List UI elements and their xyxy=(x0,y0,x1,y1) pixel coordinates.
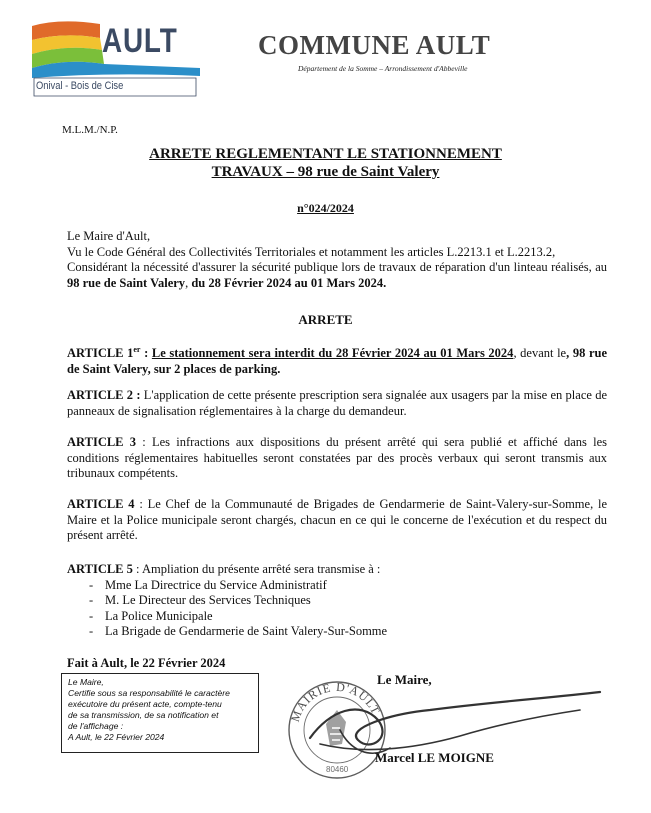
recipient-item: - La Brigade de Gendarmerie de Saint Valery-Sur-Somme xyxy=(67,624,607,640)
article-2 xyxy=(67,388,607,419)
article-label: ARTICLE 3 xyxy=(67,435,137,449)
article-2-text: L'application de cette présente prescription sera signalée aux usagers par la mise en place de panneaux de signalisation réglementaires à la charge du demandeur. xyxy=(67,388,608,418)
reference-code: M.L.M./N.P. xyxy=(62,124,118,136)
recipient-item: - La Police Municipale xyxy=(67,609,607,625)
article-1-underlined: Le stationnement sera interdit du 28 Février 2024 au 01 Mars 2024 xyxy=(151,346,514,361)
preamble-considerant xyxy=(67,260,607,291)
recipient-item: - Mme La Directrice du Service Administratif xyxy=(67,578,607,594)
preamble-text: Considérant la nécessité d'assurer la sécurité publique lors de travaux de réparation d'un linteau réalisés, au xyxy=(67,260,607,274)
document-title-line2: TRAVAUX – 98 rue de Saint Valery xyxy=(211,164,440,180)
preamble-text: , xyxy=(185,275,192,290)
mayor-name: Marcel LE MOIGNE xyxy=(375,750,494,765)
commune-title: COMMUNE AULT xyxy=(258,30,491,60)
preamble xyxy=(67,229,607,291)
svg-text:80460: 80460 xyxy=(326,765,349,774)
recipient-item: - M. Le Directeur des Services Techniques xyxy=(67,593,607,609)
certification-box xyxy=(61,673,259,753)
certification-line: exécutoire du présent acte, compte-tenu xyxy=(68,699,222,709)
preamble-address: 98 rue de Saint Valery xyxy=(67,275,186,290)
article-3-text: : Les infractions aux dispositions du présent arrêté qui sera publié et affiché dans les conditions réglementaires habituelles seront constatées par des procès verbaux qui seront transmis aux tribunaux compétents. xyxy=(67,435,607,480)
article-label: ARTICLE 2 : xyxy=(67,388,141,402)
article-1 xyxy=(67,342,607,377)
preamble-line: Le Maire d'Ault, xyxy=(67,229,151,243)
article-5-text: : Ampliation du présente arrêté sera transmise à : xyxy=(132,562,381,576)
logo-subtitle: Onival - Bois de Cise xyxy=(36,80,124,92)
certification-line: Certifie sous sa responsabilité le caractère xyxy=(68,688,230,698)
preamble-line: Vu le Code Général des Collectivités Territoriales et notamment les articles L.2213.1 et L.2213.2, xyxy=(67,244,556,259)
article-label: ARTICLE 5 xyxy=(67,562,133,576)
arrete-heading: ARRETE xyxy=(298,312,353,327)
article-1-location: , 98 rue de Saint Valery, sur 2 places de parking. xyxy=(67,346,607,376)
recipient-list xyxy=(67,578,607,640)
svg-text:MAIRIE D'AULT: MAIRIE D'AULT xyxy=(287,679,384,724)
article-4-text: : Le Chef de la Communauté de Brigades de Gendarmerie de Saint-Valery-sur-Somme, le Maire et la Police municipale seront chargés, chacun en ce qui le concerne de l'exécution et du respect du présent arrêté. xyxy=(67,497,607,542)
article-3 xyxy=(67,435,607,482)
commune-department: Département de la Somme – Arrondissement d'Abbeville xyxy=(298,64,468,73)
article-label: ARTICLE 4 xyxy=(67,497,135,511)
article-1-text: , devant le xyxy=(513,346,567,361)
article-label-sup: er xyxy=(133,345,141,354)
logo-name: AULT xyxy=(102,22,178,60)
commune-logo xyxy=(30,18,202,98)
article-colon: : xyxy=(140,346,152,361)
article-4 xyxy=(67,497,607,544)
mayor-title: Le Maire, xyxy=(377,672,432,687)
preamble-dates: du 28 Février 2024 au 01 Mars 2024. xyxy=(191,275,387,290)
certification-line: A Ault, le 22 Février 2024 xyxy=(68,732,165,742)
document-title-line1: ARRETE REGLEMENTANT LE STATIONNEMENT xyxy=(149,146,502,162)
decree-number: n°024/2024 xyxy=(297,201,354,215)
article-label: ARTICLE 1 xyxy=(67,346,134,361)
certification-line: de sa transmission, de sa notification et xyxy=(68,710,219,720)
place-date: Fait à Ault, le 22 Février 2024 xyxy=(67,656,226,670)
certification-line: Le Maire, xyxy=(68,677,104,687)
certification-line: de l'affichage : xyxy=(68,721,124,731)
article-5 xyxy=(67,562,607,640)
